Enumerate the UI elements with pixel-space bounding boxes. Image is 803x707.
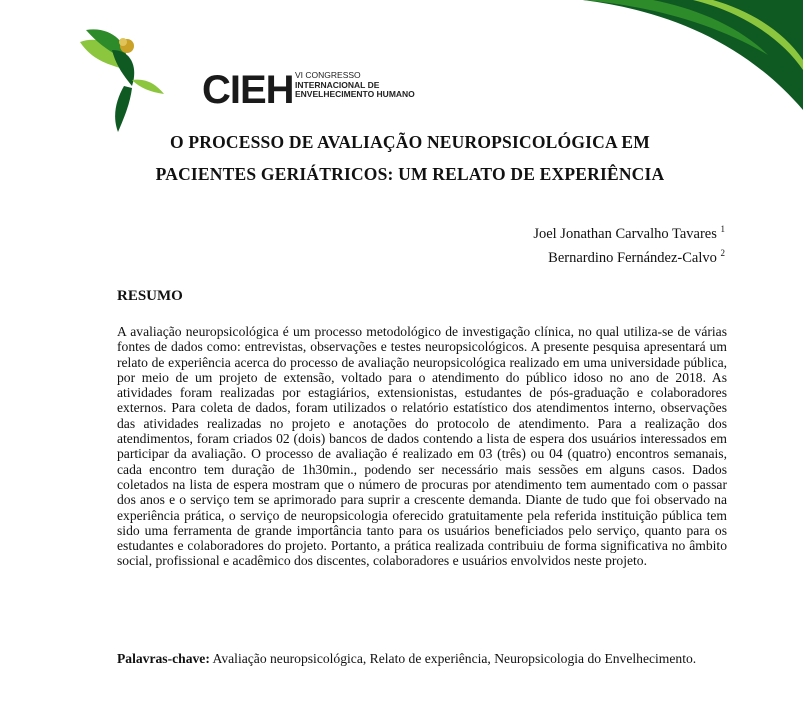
title-line-2: PACIENTES GERIÁTRICOS: UM RELATO DE EXPERIÊNCIA	[155, 164, 665, 184]
author-affiliation-mark: 2	[720, 247, 725, 258]
author-affiliation-mark: 1	[720, 224, 725, 234]
logo-line-2: INTERNACIONAL DE	[295, 79, 380, 90]
title-line-1: O PROCESSO DE AVALIAÇÃO NEUROPSICOLÓGICA EM	[169, 132, 651, 152]
paper-title	[100, 126, 720, 190]
abstract-text: A avaliação neuropsicológica é um processo metodológico de investigação clínica, no qual utiliza-se de várias fontes de dados como: entrevistas, observações e testes neuropsicológicos. A presente pesquisa apresentará um relato de experiência acerca do processo de avaliação neuropsicológica realizado em uma universidade pública, por meio de um projeto de extensão, voltado para o atendimento do público idoso no ano de 2018. As atividades foram realizadas por estagiários, extensionistas, estudantes de pós-graduação e colaboradores externos. Para coleta de dados, foram utilizados o relatório estatístico dos atendimentos interno, observações das atividades realizadas no projeto e anotações do protocolo de atendimento. Para a realização dos atendimentos, foram criados 02 (dois) bancos de dados contendo a lista de espera dos usuários interessados em participar da avaliação. O processo de avaliação é realizado em 03 (três) ou 04 (quatro) encontros semanais, cada encontro tem duração de 1h30min., podendo ser necessário mais sessões em alguns casos. Dados coletados na lista de espera mostram que o número de procuras por atendimento tem aumentado com o passar dos anos e o serviço tem se aprimorado para suprir a crescente demanda. Diante de tudo que foi observado na experiência prática, o serviço de neuropsicologia oferecido gratuitamente pela referida instituição pública tem sido uma ferramenta de grande importância tanto para os usuários beneficiados pelo serviço, quanto para os estudantes e colaboradores do projeto. Portanto, a prática realizada contribuiu de forma significativa no âmbito social, profissional e acadêmico dos discentes, colaboradores e usuários envolvidos neste projeto.	[117, 324, 727, 569]
corner-swoosh-decoration	[543, 0, 803, 140]
author-name: Bernardino Fernández-Calvo	[548, 249, 717, 266]
keywords-label: Palavras-chave:	[117, 651, 210, 666]
author-list	[533, 220, 725, 268]
logo-line-1: VI CONGRESSO	[295, 70, 361, 80]
conference-logo	[72, 20, 415, 135]
author-1	[533, 220, 725, 244]
cieh-leaf-figure-logo-icon	[72, 20, 182, 135]
keywords-text: Avaliação neuropsicológica, Relato de experiência, Neuropsicologia do Envelhecimento.	[209, 651, 697, 666]
author-name: Joel Jonathan Carvalho Tavares	[533, 225, 717, 242]
keywords	[117, 651, 727, 667]
logo-subtitle	[295, 71, 455, 100]
logo-line-3: ENVELHECIMENTO HUMANO	[295, 89, 415, 99]
logo-wordmark: CIEH	[202, 68, 294, 112]
abstract-heading: RESUMO	[117, 288, 183, 304]
author-2	[533, 244, 725, 268]
